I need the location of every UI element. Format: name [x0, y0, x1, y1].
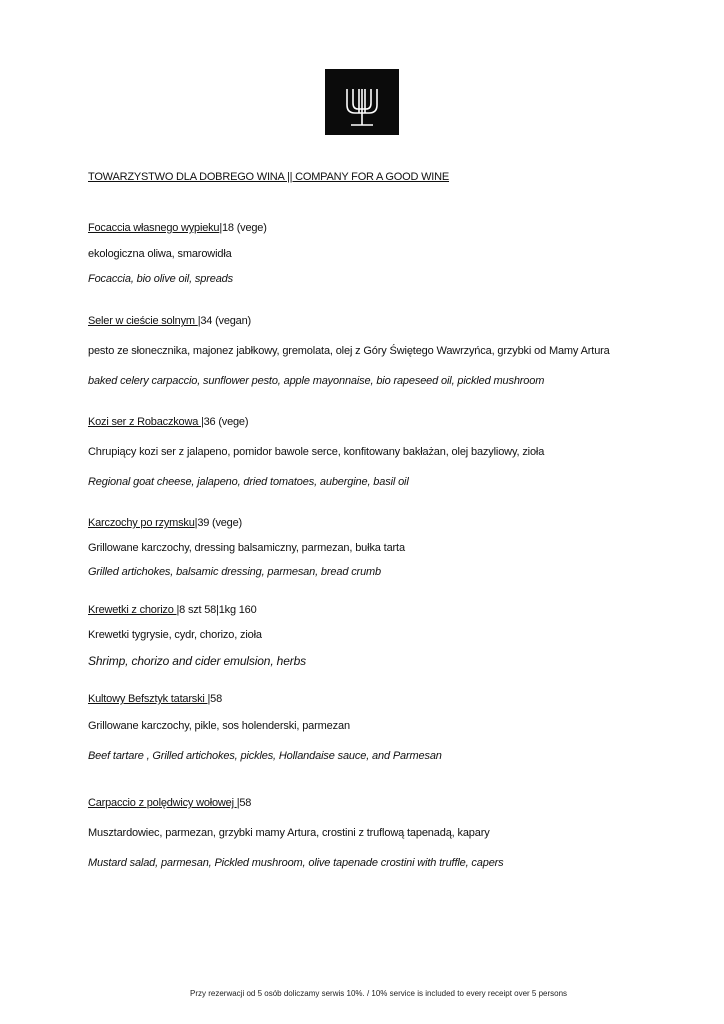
service-charge-note: Przy rezerwacji od 5 osób doliczamy serwis 10%. / 10% service is included to every receipt over 5 persons: [190, 989, 568, 998]
dish-description-pl: Grillowane karczochy, pikle, sos holenderski, parmezan: [88, 720, 350, 732]
menu-item-title: [88, 517, 242, 529]
dish-name: Kozi ser z Robaczkowa: [88, 416, 201, 428]
dish-name: Karczochy po rzymsku: [88, 517, 195, 529]
dish-name: Kultowy Befsztyk tatarski: [88, 693, 208, 705]
menu-heading: TOWARZYSTWO DLA DOBREGO WINA || COMPANY FOR A GOOD WINE: [88, 171, 450, 183]
wine-glasses-logo-icon: [325, 69, 399, 135]
menu-item-title: [88, 693, 222, 705]
dish-price: |58: [207, 693, 223, 705]
dish-description-en: Regional goat cheese, jalapeno, dried tomatoes, aubergine, basil oil: [88, 476, 409, 488]
dish-price: |34 (vegan): [197, 315, 251, 327]
dish-description-pl: Musztardowiec, parmezan, grzybki mamy Artura, crostini z truflową tapenadą, kapary: [88, 827, 490, 839]
dish-price: |39 (vege): [194, 517, 242, 529]
dish-name: Seler w cieście solnym: [88, 315, 198, 327]
dish-name: Krewetki z chorizo: [88, 604, 177, 616]
dish-price: |18 (vege): [219, 222, 267, 234]
menu-item-title: [88, 604, 257, 616]
dish-price: |8 szt 58|1kg 160: [176, 604, 257, 616]
dish-description-en: Mustard salad, parmesan, Pickled mushroom, olive tapenade crostini with truffle, capers: [88, 857, 504, 869]
dish-description-pl: Chrupiący kozi ser z jalapeno, pomidor bawole serce, konfitowany bakłażan, olej bazyliowy, zioła: [88, 446, 545, 458]
dish-price: |58: [236, 797, 252, 809]
dish-description-en: Beef tartare , Grilled artichokes, pickles, Hollandaise sauce, and Parmesan: [88, 750, 442, 762]
dish-description-en: baked celery carpaccio, sunflower pesto, apple mayonnaise, bio rapeseed oil, pickled mushroom: [88, 375, 545, 387]
dish-description-pl: Krewetki tygrysie, cydr, chorizo, zioła: [88, 629, 262, 641]
dish-name: Focaccia własnego wypieku: [88, 222, 220, 234]
dish-description-en: Grilled artichokes, balsamic dressing, parmesan, bread crumb: [88, 566, 382, 578]
menu-item-title: [88, 222, 267, 234]
restaurant-logo: [325, 69, 399, 135]
dish-name: Carpaccio z polędwicy wołowej: [88, 797, 237, 809]
menu-item-title: [88, 797, 251, 809]
dish-description-pl: ekologiczna oliwa, smarowidła: [88, 248, 232, 260]
menu-item-title: [88, 315, 251, 327]
dish-description-en: Shrimp, chorizo and cider emulsion, herbs: [88, 654, 306, 668]
menu-item-title: [88, 416, 248, 428]
dish-description-en: Focaccia, bio olive oil, spreads: [88, 273, 233, 285]
dish-description-pl: Grillowane karczochy, dressing balsamiczny, parmezan, bułka tarta: [88, 542, 405, 554]
dish-description-pl: pesto ze słonecznika, majonez jabłkowy, gremolata, olej z Góry Świętego Wawrzyńca, grzybki od Mamy Artura: [88, 345, 610, 357]
dish-price: |36 (vege): [200, 416, 249, 428]
